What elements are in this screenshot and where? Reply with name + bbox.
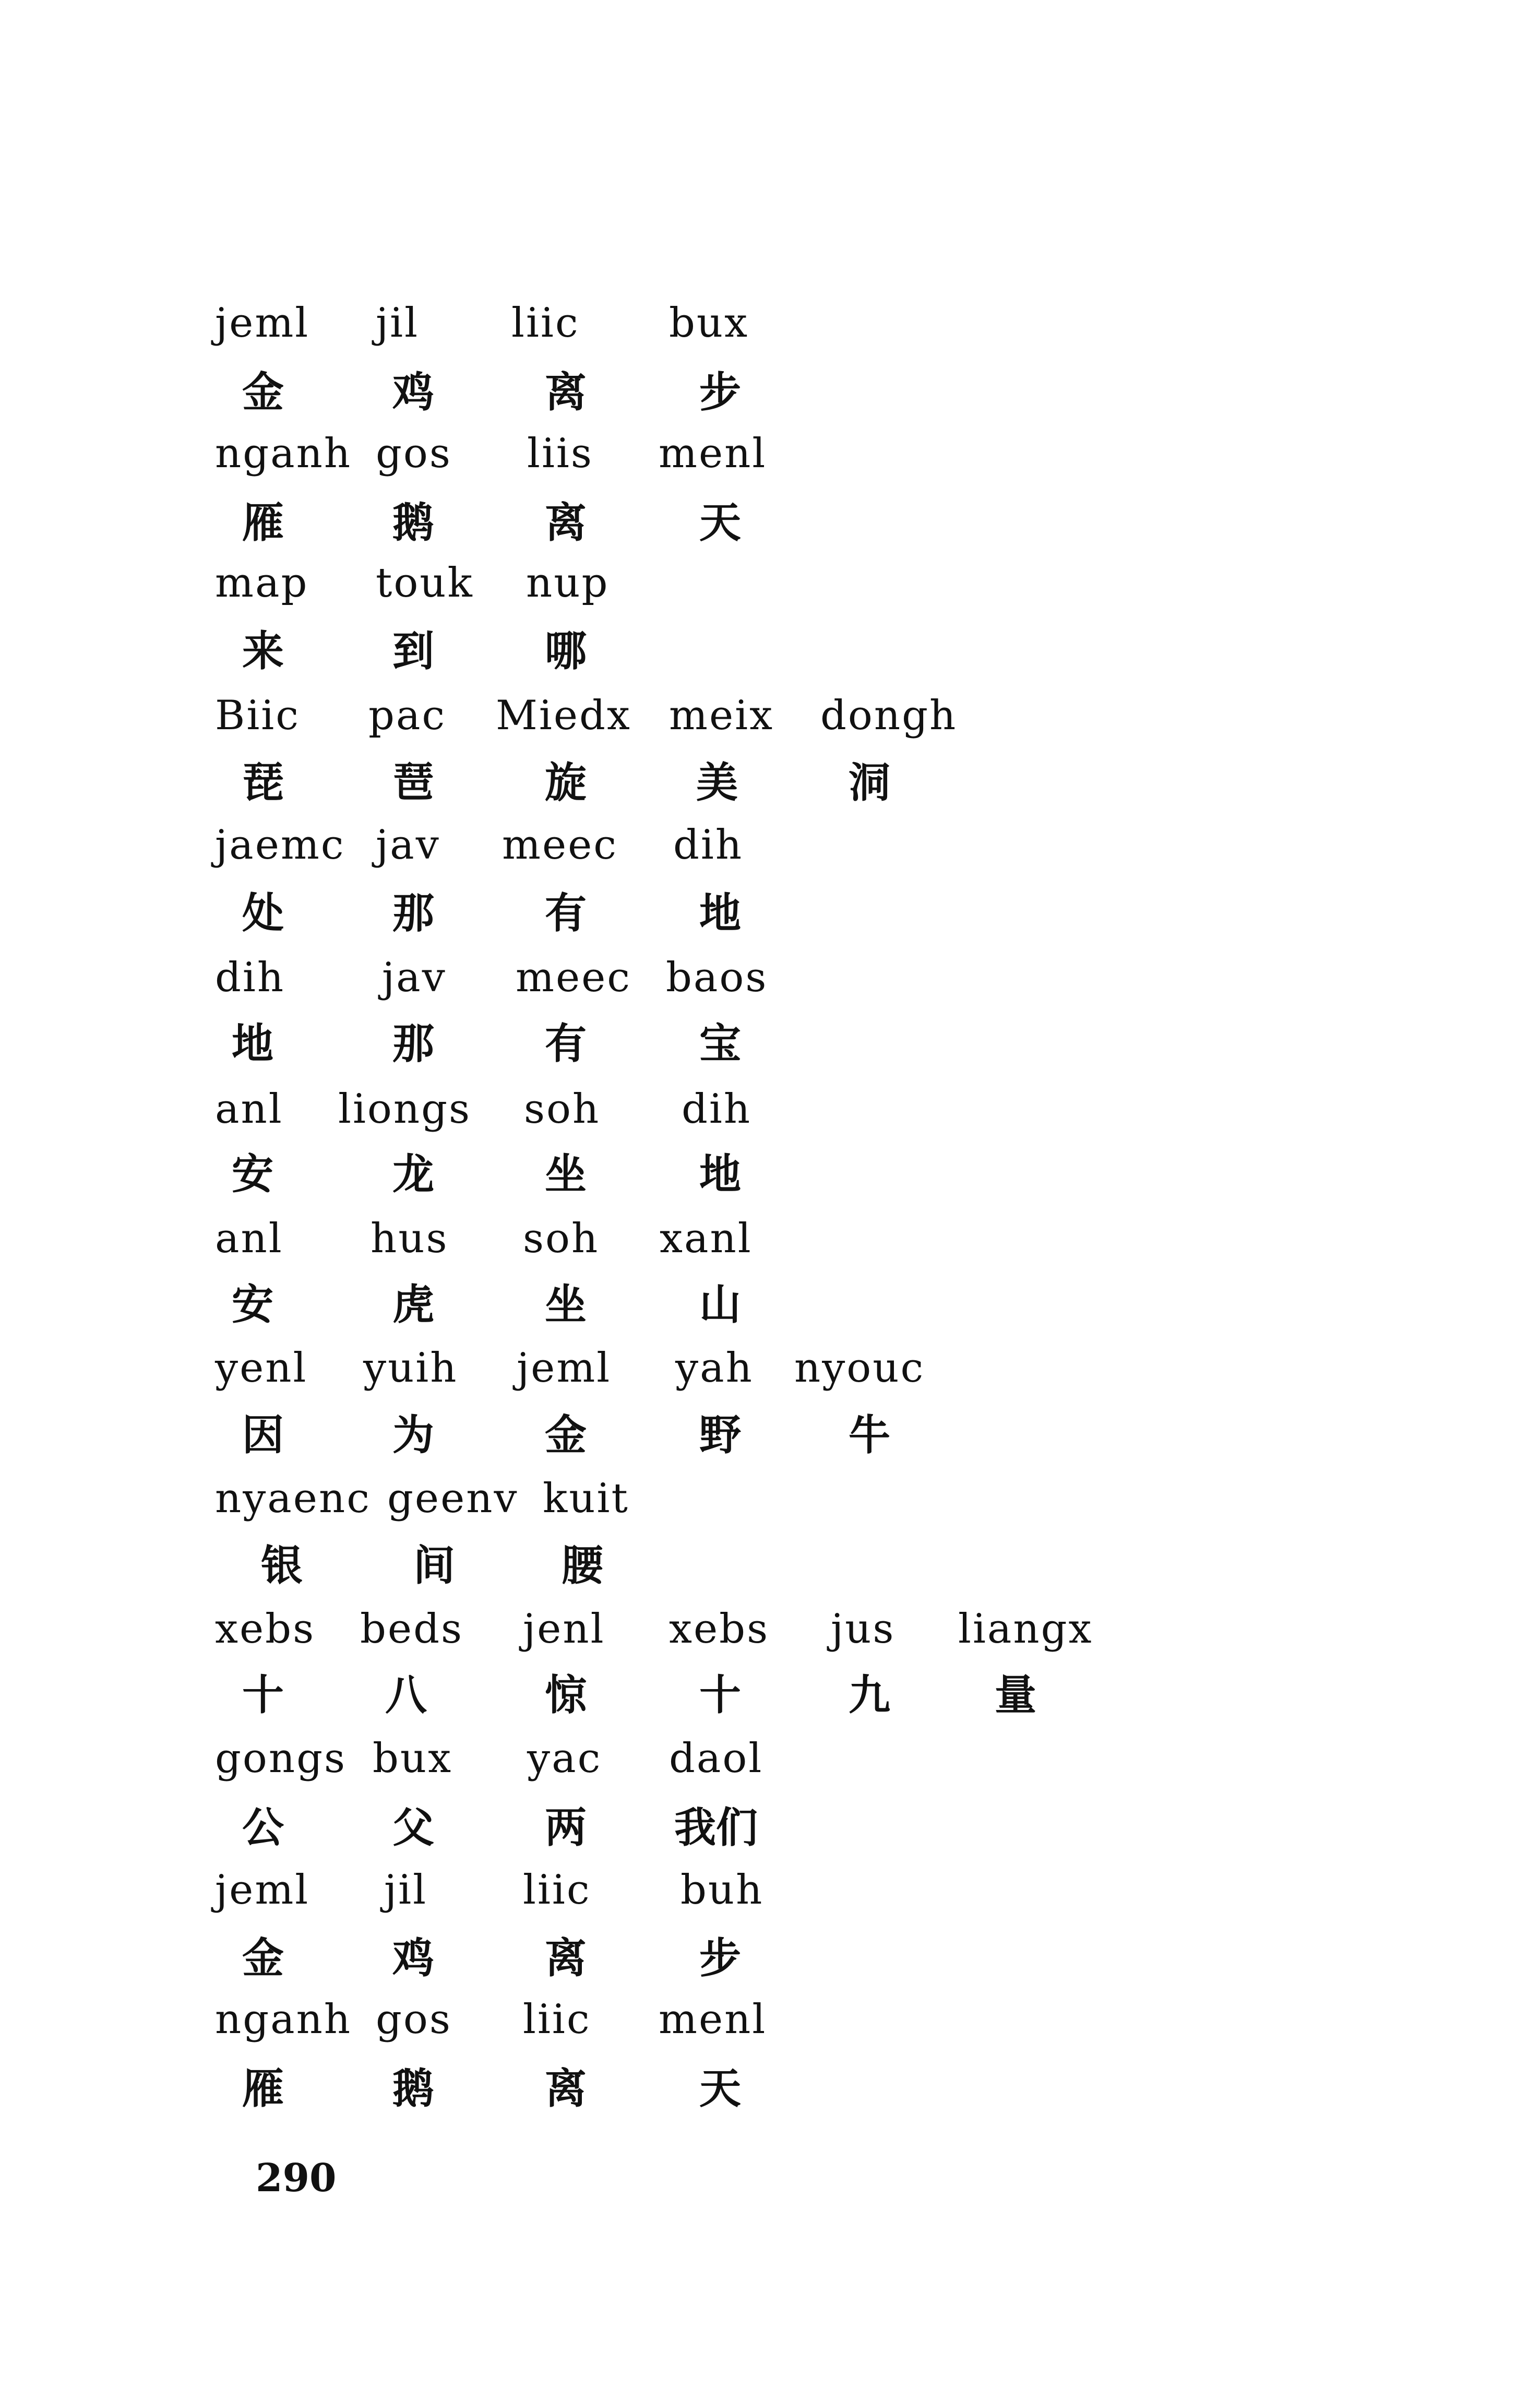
dong-word: liic — [523, 1867, 591, 1914]
chinese-word: 离 — [545, 1933, 587, 1982]
dong-word: gongs — [215, 1735, 347, 1782]
dong-word: jaemc — [215, 822, 345, 869]
chinese-word: 来 — [242, 626, 284, 675]
chinese-word: 安 — [232, 1280, 273, 1329]
chinese-word: 父 — [392, 1803, 434, 1852]
chinese-word: 离 — [545, 498, 587, 547]
page-number: 290 — [256, 2156, 337, 2201]
chinese-word: 虎 — [392, 1280, 434, 1329]
chinese-word: 坐 — [545, 1280, 587, 1329]
chinese-word: 那 — [392, 888, 434, 937]
chinese-word: 惊 — [545, 1670, 587, 1719]
dong-word: nup — [526, 560, 610, 607]
dong-word: jeml — [215, 1867, 310, 1914]
chinese-word: 天 — [699, 498, 741, 547]
dong-romanization-line — [0, 560, 1540, 637]
dong-word: yuih — [363, 1345, 458, 1392]
chinese-word: 雁 — [242, 2064, 284, 2113]
dong-word: pac — [368, 692, 447, 739]
chinese-word: 我们 — [674, 1803, 758, 1852]
chinese-word: 有 — [545, 888, 587, 937]
chinese-word: 鹅 — [392, 498, 434, 547]
dong-romanization-line — [0, 1345, 1540, 1422]
chinese-word: 有 — [545, 1019, 587, 1068]
dong-romanization-line — [0, 692, 1540, 769]
dong-word: yenl — [215, 1345, 308, 1392]
dong-romanization-line — [0, 300, 1540, 377]
chinese-word: 鸡 — [392, 1933, 434, 1982]
dong-word: menl — [659, 1996, 767, 2043]
dong-word: soh — [523, 1215, 600, 1262]
chinese-word: 到 — [392, 626, 434, 675]
dong-romanization-line — [0, 1475, 1540, 1552]
chinese-word: 野 — [699, 1410, 741, 1459]
chinese-word: 离 — [545, 2064, 587, 2113]
chinese-word: 步 — [699, 367, 741, 417]
dong-word: anl — [215, 1215, 283, 1262]
chinese-word: 美 — [696, 758, 738, 807]
dong-romanization-line — [0, 1606, 1540, 1683]
chinese-word: 处 — [242, 888, 284, 937]
dong-word: meec — [502, 822, 618, 869]
dong-romanization-line — [0, 1996, 1540, 2073]
chinese-word: 金 — [545, 1410, 587, 1459]
chinese-word: 公 — [242, 1803, 284, 1852]
dong-word: beds — [360, 1606, 464, 1653]
chinese-word: 哪 — [545, 626, 587, 675]
chinese-word: 坐 — [545, 1149, 587, 1198]
chinese-word: 十 — [699, 1670, 741, 1719]
chinese-word: 地 — [232, 1019, 273, 1068]
chinese-word: 金 — [242, 1933, 284, 1982]
dong-word: meec — [516, 954, 631, 1001]
dong-word: xebs — [669, 1606, 770, 1653]
dong-word: jav — [376, 822, 440, 869]
chinese-word: 那 — [392, 1019, 434, 1068]
dong-word: jeml — [517, 1345, 612, 1392]
dong-word: jenl — [523, 1606, 605, 1653]
dong-word: meix — [669, 692, 774, 739]
dong-romanization-line — [0, 1086, 1540, 1163]
dong-word: liongs — [338, 1086, 472, 1133]
dong-word: geenv — [387, 1475, 519, 1522]
chinese-word: 为 — [392, 1410, 434, 1459]
chinese-word: 安 — [232, 1149, 273, 1198]
chinese-word: 地 — [699, 888, 741, 937]
chinese-word: 旋 — [545, 758, 587, 807]
chinese-word: 山 — [699, 1280, 741, 1329]
dong-word: liic — [523, 1996, 591, 2043]
chinese-word: 间 — [413, 1541, 455, 1590]
chinese-word: 琵 — [242, 758, 284, 807]
chinese-word: 金 — [242, 367, 284, 417]
chinese-word: 八 — [385, 1670, 427, 1719]
dong-word: Miedx — [496, 692, 631, 739]
dong-word: dih — [215, 954, 285, 1001]
dong-word: liic — [511, 300, 580, 347]
dong-word: dih — [673, 822, 744, 869]
dong-word: jil — [376, 300, 420, 347]
dong-word: hus — [371, 1215, 449, 1262]
chinese-word: 两 — [545, 1803, 587, 1852]
chinese-word: 鸡 — [392, 367, 434, 417]
dong-word: jeml — [215, 300, 310, 347]
chinese-word: 离 — [545, 367, 587, 417]
chinese-word: 量 — [995, 1670, 1036, 1719]
dong-word: nganh — [215, 430, 352, 477]
dong-romanization-line — [0, 1215, 1540, 1292]
dong-word: menl — [659, 430, 767, 477]
dong-word: gos — [376, 1996, 452, 2043]
chinese-word: 十 — [242, 1670, 284, 1719]
dong-word: xebs — [215, 1606, 316, 1653]
dong-word: kuit — [543, 1475, 629, 1522]
chinese-word: 鹅 — [392, 2064, 434, 2113]
chinese-word: 牛 — [849, 1410, 890, 1459]
dong-word: buh — [681, 1867, 764, 1914]
dong-word: dongh — [820, 692, 958, 739]
chinese-gloss-line — [0, 2064, 1540, 2142]
dong-word: yah — [675, 1345, 754, 1392]
dong-romanization-line — [0, 1867, 1540, 1944]
chinese-word: 洞 — [849, 758, 890, 807]
dong-word: bux — [373, 1735, 453, 1782]
chinese-word: 地 — [699, 1149, 741, 1198]
dong-word: anl — [215, 1086, 283, 1133]
chinese-word: 雁 — [242, 498, 284, 547]
dong-word: Biic — [215, 692, 300, 739]
chinese-word: 龙 — [392, 1149, 434, 1198]
dong-word: jil — [384, 1867, 428, 1914]
dong-word: map — [215, 560, 309, 607]
chinese-word: 宝 — [699, 1019, 741, 1068]
chinese-word: 琶 — [392, 758, 434, 807]
chinese-word: 因 — [242, 1410, 284, 1459]
chinese-word: 腰 — [562, 1541, 603, 1590]
dong-word: daol — [669, 1735, 763, 1782]
dong-word: liangx — [958, 1606, 1093, 1653]
dong-word: jus — [831, 1606, 896, 1653]
dong-word: liis — [527, 430, 593, 477]
dong-word: xanl — [660, 1215, 753, 1262]
chinese-word: 天 — [699, 2064, 741, 2113]
dong-romanization-line — [0, 822, 1540, 899]
dong-word: gos — [376, 430, 452, 477]
dong-word: dih — [682, 1086, 752, 1133]
dong-word: nyouc — [794, 1345, 925, 1392]
chinese-word: 九 — [849, 1670, 890, 1719]
chinese-word: 步 — [699, 1933, 741, 1982]
dong-word: baos — [666, 954, 768, 1001]
dong-word: touk — [376, 560, 474, 607]
dong-word: yac — [527, 1735, 602, 1782]
dong-word: nganh — [215, 1996, 352, 2043]
dong-romanization-line — [0, 954, 1540, 1031]
dong-romanization-line — [0, 1735, 1540, 1812]
dong-word: jav — [382, 954, 447, 1001]
dong-word: soh — [524, 1086, 601, 1133]
dong-romanization-line — [0, 430, 1540, 507]
dong-word: bux — [669, 300, 749, 347]
dong-word: nyaenc — [215, 1475, 371, 1522]
chinese-word: 银 — [261, 1541, 303, 1590]
